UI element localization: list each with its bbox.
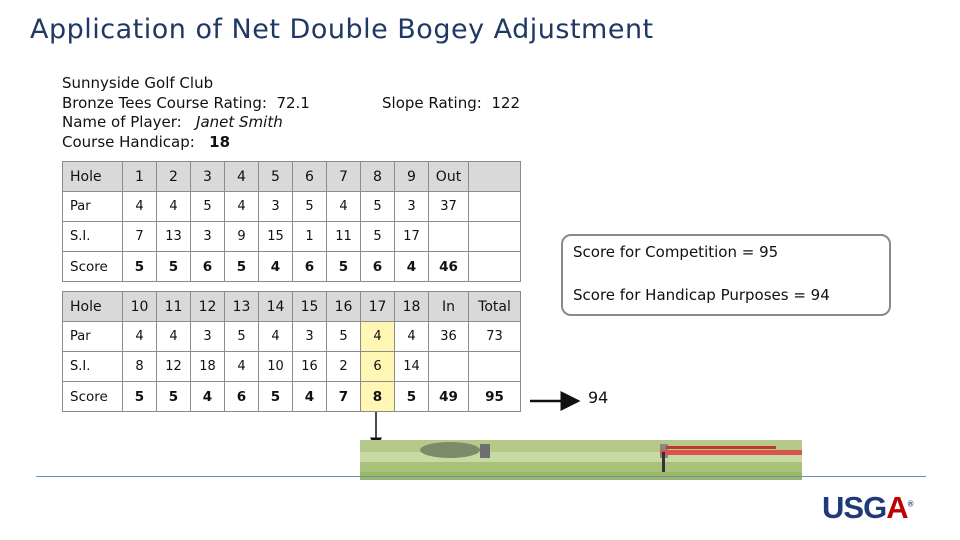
score-cell: 3 (191, 222, 225, 252)
score-cell: 6 (361, 252, 395, 282)
slope-label: Slope Rating: (382, 94, 482, 112)
score-cell: 17 (395, 222, 429, 252)
row-label: S.I. (63, 352, 123, 382)
score-cell: 17 (361, 292, 395, 322)
score-cell: 5 (327, 322, 361, 352)
score-cell: 4 (123, 192, 157, 222)
score-cell: 4 (225, 192, 259, 222)
score-cell: 9 (395, 162, 429, 192)
score-cell: 16 (327, 292, 361, 322)
score-cell: 13 (225, 292, 259, 322)
score-cell: 5 (259, 162, 293, 192)
score-cell: 5 (361, 222, 395, 252)
player-label: Name of Player: (62, 113, 182, 131)
score-cell: 12 (191, 292, 225, 322)
score-cell: 1 (123, 162, 157, 192)
footer-divider (36, 476, 926, 477)
score-cell: 3 (395, 192, 429, 222)
handicap-value: 18 (209, 132, 231, 151)
handicap-label: Course Handicap: (62, 132, 195, 151)
score-cell: 12 (157, 352, 191, 382)
score-cell: 18 (191, 352, 225, 382)
score-cell: 5 (259, 382, 293, 412)
golf-course-image (360, 440, 802, 480)
score-cell: 4 (361, 322, 395, 352)
handicap-score: Score for Handicap Purposes = 94 (573, 286, 830, 304)
score-cell: 3 (293, 322, 327, 352)
score-cell: 6 (293, 162, 327, 192)
score-cell: 8 (123, 352, 157, 382)
tees-label: Bronze Tees Course Rating: (62, 93, 267, 112)
score-cell: 4 (225, 352, 259, 382)
score-cell: 4 (123, 322, 157, 352)
score-cell: 5 (225, 252, 259, 282)
score-cell: 46 (429, 252, 469, 282)
score-cell: 95 (469, 382, 521, 412)
logo-reg-mark: ® (907, 499, 913, 509)
score-cell: 8 (361, 382, 395, 412)
row-label: Hole (63, 162, 123, 192)
score-cell: 13 (157, 222, 191, 252)
score-cell: 73 (469, 322, 521, 352)
score-cell: 37 (429, 192, 469, 222)
competition-score: Score for Competition = 95 (573, 243, 779, 261)
slope-rating: 122 (491, 94, 520, 112)
score-cell: 7 (327, 162, 361, 192)
score-cell: 11 (327, 222, 361, 252)
score-cell: 3 (191, 162, 225, 192)
score-cell: 15 (293, 292, 327, 322)
course-rating: 72.1 (276, 93, 310, 112)
score-cell: 5 (191, 192, 225, 222)
score-cell: 4 (225, 162, 259, 192)
score-cell: 5 (293, 192, 327, 222)
score-cell: 3 (259, 192, 293, 222)
score-cell: 18 (395, 292, 429, 322)
score-cell: 4 (157, 322, 191, 352)
score-cell: 5 (327, 252, 361, 282)
score-cell: 4 (191, 382, 225, 412)
score-cell: 5 (395, 382, 429, 412)
score-cell: 6 (293, 252, 327, 282)
score-cell: 7 (327, 382, 361, 412)
score-cell: 36 (429, 322, 469, 352)
score-cell: 5 (225, 322, 259, 352)
score-cell: 5 (123, 252, 157, 282)
score-cell: 6 (361, 352, 395, 382)
row-label: Score (63, 382, 123, 412)
score-cell: 2 (157, 162, 191, 192)
score-cell: 5 (361, 192, 395, 222)
score-cell: Total (469, 292, 521, 322)
score-cell: 6 (225, 382, 259, 412)
score-cell: 4 (293, 382, 327, 412)
score-cell: 4 (395, 322, 429, 352)
row-label: Par (63, 322, 123, 352)
logo-usg-text: USG (822, 490, 887, 525)
slide-title: Application of Net Double Bogey Adjustment (30, 14, 654, 45)
score-cell: 4 (259, 252, 293, 282)
score-cell: 11 (157, 292, 191, 322)
score-cell: 5 (157, 382, 191, 412)
score-cell: 9 (225, 222, 259, 252)
adjusted-score-label: 94 (588, 388, 609, 407)
row-label: S.I. (63, 222, 123, 252)
score-cell: 3 (191, 322, 225, 352)
usga-logo (822, 490, 912, 526)
score-cell: 5 (123, 382, 157, 412)
score-cell: 4 (395, 252, 429, 282)
score-cell: 10 (259, 352, 293, 382)
score-cell: 8 (361, 162, 395, 192)
club-name: Sunnyside Golf Club (62, 74, 214, 92)
score-cell: 14 (259, 292, 293, 322)
score-cell: Out (429, 162, 469, 192)
score-cell: 10 (123, 292, 157, 322)
row-label: Hole (63, 292, 123, 322)
score-cell: 1 (293, 222, 327, 252)
score-cell: In (429, 292, 469, 322)
score-cell: 4 (327, 192, 361, 222)
score-cell: 5 (157, 252, 191, 282)
score-cell: 4 (259, 322, 293, 352)
score-cell: 4 (157, 192, 191, 222)
score-cell: 6 (191, 252, 225, 282)
score-cell: 14 (395, 352, 429, 382)
player-name: Janet Smith (196, 113, 283, 131)
logo-a-text: A (886, 490, 908, 525)
score-cell: 49 (429, 382, 469, 412)
score-cell: 15 (259, 222, 293, 252)
row-label: Par (63, 192, 123, 222)
score-cell: 2 (327, 352, 361, 382)
score-cell: 16 (293, 352, 327, 382)
row-label: Score (63, 252, 123, 282)
score-cell: 7 (123, 222, 157, 252)
